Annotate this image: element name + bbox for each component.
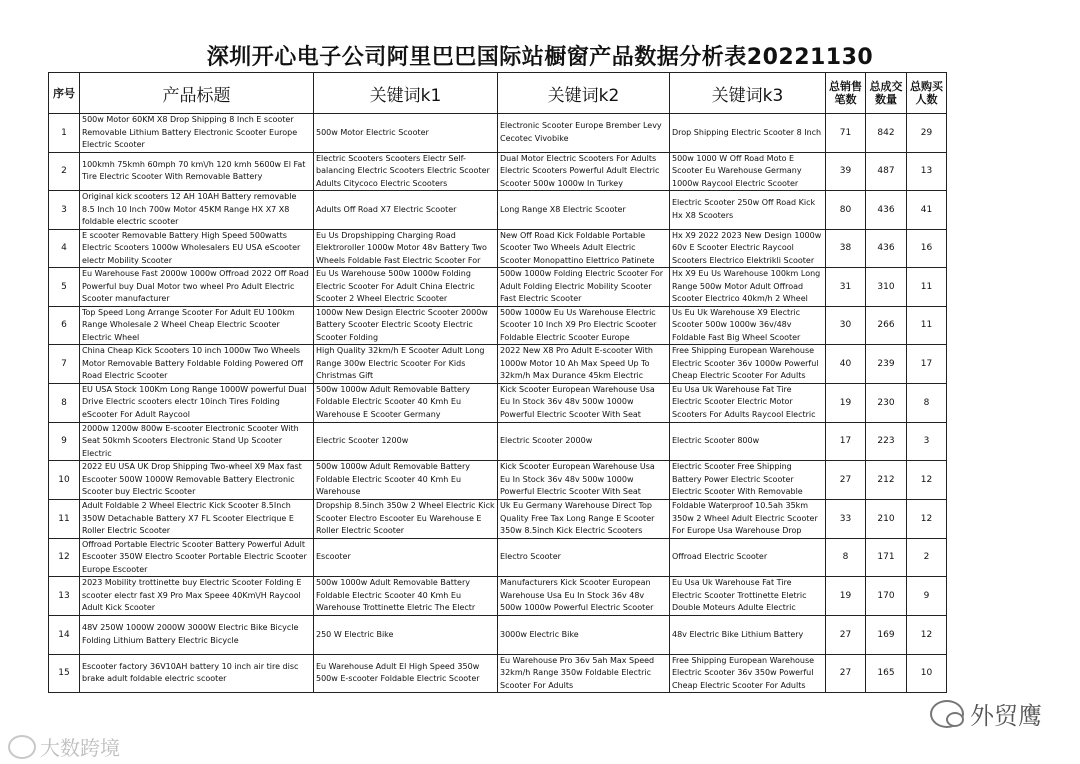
row-product-title-text: E scooter Removable Battery High Speed 500watts Electric Scooters 1000w Wholesalers EU USA eScooter electr Mobility Scooter	[82, 230, 301, 265]
table-row	[49, 229, 947, 268]
table-row	[49, 114, 947, 153]
data-table	[48, 72, 947, 693]
row-product-title	[80, 345, 314, 384]
row-total-volume: 239	[866, 345, 907, 384]
table-row	[49, 654, 947, 693]
row-seq: 6	[49, 306, 80, 345]
row-keyword-k3-text: Electric Scooter 250w Off Road Kick Hx X8 Scooters	[672, 198, 816, 220]
row-product-title	[80, 114, 314, 153]
row-keyword-k1-text: Dropship 8.5inch 350w 2 Wheel Electric Kick Scooter Electro Escooter Eu Warehouse E Roller Electric Scooter	[316, 501, 495, 535]
row-total-buyers: 29	[907, 114, 947, 153]
row-keyword-k3-text: Us Eu Uk Warehouse X9 Electric Scooter 500w 1000w 36v/48v Foldable Fast Big Wheel Scooter	[672, 307, 801, 342]
row-keyword-k2	[498, 616, 670, 655]
row-total-buyers: 13	[907, 152, 947, 191]
row-keyword-k1-text: Electric Scooters Scooters Electr Self-balancing Electric Scooters Electric Scooter Adults Citycoco Electric Scooters	[316, 153, 490, 188]
row-keyword-k2-text: 500w 1000w Eu Us Warehouse Electric Scooter 10 Inch X9 Pro Electric Scooter Foldable Electric Scooter Europe	[500, 307, 657, 342]
row-total-sales: 27	[826, 616, 866, 655]
row-keyword-k1-text: Adults Off Road X7 Electric Scooter	[316, 204, 457, 214]
row-keyword-k3-text: Electric Scooter 800w	[672, 436, 760, 445]
row-total-volume: 212	[866, 461, 907, 500]
row-keyword-k1-text: Electric Scooter 1200w	[316, 436, 409, 445]
row-total-sales: 19	[826, 383, 866, 422]
row-keyword-k2	[498, 152, 670, 191]
row-keyword-k2-text: New Off Road Kick Foldable Portable Scooter Two Wheels Adult Electric Scooter Monopattino Elettrico Patinete	[500, 230, 655, 265]
row-keyword-k3	[670, 538, 826, 577]
row-keyword-k2	[498, 577, 670, 616]
row-keyword-k2	[498, 654, 670, 693]
row-total-volume: 842	[866, 114, 907, 153]
row-product-title-text: Top Speed Long Arrange Scooter For Adult EU 100km Range Wholesale 2 Wheel Cheap Electric Scooter Electric Wheel	[82, 307, 295, 342]
row-seq: 12	[49, 538, 80, 577]
row-keyword-k1-text: High Quality 32km/h E Scooter Adult Long Range 300w Electric Scooter For Kids Christmas Gift	[316, 346, 485, 380]
row-keyword-k1	[314, 422, 498, 461]
row-product-title-text: Offroad Portable Electric Scooter Battery Powerful Adult Escooter 350W Electro Scooter Portable Electric Scooter Europe Escooter	[82, 539, 307, 574]
row-total-sales: 33	[826, 500, 866, 539]
row-keyword-k3-text: Electric Scooter Free Shipping Battery Power Electric Scooter Electric Scooter With Removable	[672, 462, 803, 496]
row-total-buyers: 9	[907, 577, 947, 616]
row-keyword-k3-text: Foldable Waterproof 10.5ah 35km 350w 2 Wheel Adult Electric Scooter For Europe Usa Warehouse Drop	[672, 501, 818, 535]
row-keyword-k3-text: Free Shipping European Warehouse Electric Scooter 36v 350w Powerful Cheap Electric Scooter For Adults	[672, 655, 815, 690]
row-seq: 8	[49, 383, 80, 422]
row-keyword-k2-text: Manufacturers Kick Scooter European Warehouse Usa Eu In Stock 36v 48v 500w 1000w Powerful Electric Scooter	[500, 578, 654, 612]
row-product-title-text: 2000w 1200w 800w E-scooter Electronic Scooter With Seat 50kmh Scooters Electronic Stand Up Scooter Electric	[82, 423, 299, 458]
row-product-title-text: Adult Foldable 2 Wheel Electric Kick Scooter 8.5Inch 350W Detachable Battery X7 FL Scooter Electrique E Roller Electric Scooter	[82, 501, 294, 535]
row-product-title-text: 48V 250W 1000W 2000W 3000W Electric Bike Bicycle Folding Lithium Battery Electric Bicycle	[82, 623, 299, 645]
brand-logo-icon	[8, 735, 36, 759]
row-product-title-text: 2022 EU USA UK Drop Shipping Two-wheel X9 Max fast Escooter 500W 1000W Removable Battery Electronic Scooter buy Electric Scooter	[82, 462, 302, 497]
row-keyword-k1-text: 500w 1000w Adult Removable Battery Foldable Electric Scooter 40 Kmh Eu Warehouse	[316, 462, 471, 497]
row-total-sales: 19	[826, 577, 866, 616]
row-product-title	[80, 538, 314, 577]
row-keyword-k2	[498, 538, 670, 577]
row-total-buyers: 41	[907, 191, 947, 230]
row-keyword-k2	[498, 191, 670, 230]
row-keyword-k3-text: Eu Usa Uk Warehouse Fat Tire Electric Scooter Electric Motor Scooters For Adults Raycool Electric	[672, 384, 816, 419]
table-row	[49, 422, 947, 461]
row-keyword-k1-text: Escooter	[316, 552, 351, 561]
row-seq: 7	[49, 345, 80, 384]
row-keyword-k3	[670, 422, 826, 461]
row-keyword-k3	[670, 191, 826, 230]
table-row	[49, 577, 947, 616]
row-product-title	[80, 654, 314, 693]
row-total-volume: 266	[866, 306, 907, 345]
row-seq: 11	[49, 500, 80, 539]
row-product-title-text: EU USA Stock 100Km Long Range 1000W powerful Dual Drive Electric scooters electr 10inch Tires Folding eScooter For Adult Raycool	[82, 384, 307, 419]
row-total-volume: 310	[866, 268, 907, 307]
row-keyword-k2-text: Eu Warehouse Pro 36v 5ah Max Speed 32km/h Range 350w Foldable Electric Scooter For Adults	[500, 655, 655, 690]
row-keyword-k1-text: 1000w New Design Electric Scooter 2000w Battery Scooter Electric Scooty Electric Scooter Folding	[316, 307, 488, 342]
row-keyword-k3	[670, 345, 826, 384]
table-row	[49, 306, 947, 345]
row-seq: 3	[49, 191, 80, 230]
row-product-title	[80, 616, 314, 655]
row-product-title-text: 100kmh 75kmh 60mph 70 km\/h 120 kmh 5600w El Fat Tire Electric Scooter With Removable Battery	[82, 159, 306, 182]
wechat-icon	[930, 700, 964, 728]
row-keyword-k3	[670, 152, 826, 191]
row-keyword-k2-text: Long Range X8 Electric Scooter	[500, 204, 626, 214]
row-keyword-k2-text: 2022 New X8 Pro Adult E-scooter With 1000w Motor 10 Ah Max Speed Up To 32km/h Max Durance 45km Electric	[500, 346, 653, 380]
row-keyword-k2-text: Electro Scooter	[500, 552, 561, 561]
row-total-sales: 30	[826, 306, 866, 345]
table-row	[49, 616, 947, 655]
row-keyword-k1	[314, 268, 498, 307]
header-volume	[866, 73, 907, 114]
header-buyers	[907, 73, 947, 114]
row-total-buyers: 3	[907, 422, 947, 461]
watermark-left	[8, 732, 120, 761]
row-keyword-k1	[314, 654, 498, 693]
row-total-buyers: 2	[907, 538, 947, 577]
row-keyword-k3-text: Eu Usa Uk Warehouse Fat Tire Electric Scooter Trottinette Eletric Double Moteurs Adulte Electric	[672, 578, 807, 612]
row-seq: 15	[49, 654, 80, 693]
row-keyword-k1	[314, 152, 498, 191]
row-keyword-k1	[314, 345, 498, 384]
row-total-buyers: 8	[907, 383, 947, 422]
row-product-title-text: Original kick scooters 12 AH 10AH Battery removable 8.5 Inch 10 Inch 700w Motor 45KM Range HX X7 X8 foldable electric scooter	[82, 192, 297, 226]
row-keyword-k3-text: Hx X9 2022 2023 New Design 1000w 60v E Scooter Electric Raycool Scooters Electrico Elektrikli Scooter	[672, 230, 822, 265]
row-total-sales: 31	[826, 268, 866, 307]
row-total-sales: 38	[826, 229, 866, 268]
row-keyword-k1-text: 500w Motor Electric Scooter	[316, 127, 429, 137]
row-product-title	[80, 461, 314, 500]
row-keyword-k3	[670, 383, 826, 422]
page-title: 深圳开心电子公司阿里巴巴国际站橱窗产品数据分析表20221130	[206, 45, 874, 70]
row-total-volume: 436	[866, 229, 907, 268]
row-seq: 9	[49, 422, 80, 461]
row-product-title	[80, 268, 314, 307]
row-total-buyers: 12	[907, 616, 947, 655]
row-product-title-text: Escooter factory 36V10AH battery 10 inch air tire disc brake adult foldable electric scooter	[82, 661, 299, 684]
row-keyword-k1	[314, 538, 498, 577]
row-product-title-text: 2023 Mobility trottinette buy Electric Scooter Folding E scooter electr fast X9 Pro Max Speee 40Km\/H Raycool Adult Kick Scooter	[82, 578, 302, 613]
row-total-sales: 17	[826, 422, 866, 461]
row-total-buyers: 10	[907, 654, 947, 693]
header-buyers-text: 总购买 人数	[910, 80, 943, 106]
row-keyword-k2	[498, 306, 670, 345]
row-keyword-k1-text: 500w 1000w Adult Removable Battery Foldable Electric Scooter 40 Kmh Eu Warehouse Trottinette Eletric The Electr	[316, 578, 476, 613]
table-row	[49, 383, 947, 422]
row-keyword-k1	[314, 500, 498, 539]
row-seq: 4	[49, 229, 80, 268]
row-total-sales: 27	[826, 654, 866, 693]
row-keyword-k2	[498, 461, 670, 500]
row-total-volume: 223	[866, 422, 907, 461]
row-keyword-k2-text: 500w 1000w Folding Electric Scooter For Adult Folding Electric Mobility Scooter Fast Electric Scooter	[500, 269, 664, 303]
row-seq: 1	[49, 114, 80, 153]
row-total-sales: 27	[826, 461, 866, 500]
row-keyword-k2	[498, 500, 670, 539]
row-keyword-k3-text: Offroad Electric Scooter	[672, 552, 768, 561]
row-total-sales: 80	[826, 191, 866, 230]
row-keyword-k1	[314, 616, 498, 655]
row-total-sales: 40	[826, 345, 866, 384]
row-keyword-k1	[314, 383, 498, 422]
header-product-title: 产品标题	[80, 73, 314, 114]
row-product-title	[80, 577, 314, 616]
row-keyword-k1	[314, 114, 498, 153]
row-keyword-k1-text: Eu Warehouse Adult El High Speed 350w 500w E-scooter Foldable Electric Scooter	[316, 661, 480, 684]
table-row	[49, 461, 947, 500]
row-product-title-text: 500w Motor 60KM X8 Drop Shipping 8 Inch E scooter Removable Lithium Battery Electronic Scooter Europe Electric Scooter	[82, 115, 298, 149]
row-total-volume: 170	[866, 577, 907, 616]
row-product-title	[80, 191, 314, 230]
table-row	[49, 345, 947, 384]
row-total-buyers: 12	[907, 461, 947, 500]
row-keyword-k2	[498, 383, 670, 422]
row-keyword-k2-text: Electric Scooter 2000w	[500, 436, 593, 445]
row-total-sales: 71	[826, 114, 866, 153]
row-keyword-k3	[670, 114, 826, 153]
row-keyword-k2	[498, 229, 670, 268]
row-keyword-k1	[314, 191, 498, 230]
row-keyword-k3	[670, 654, 826, 693]
row-product-title	[80, 152, 314, 191]
row-keyword-k2-text: Kick Scooter European Warehouse Usa Eu In Stock 36v 48v 500w 1000w Powerful Electric Scooter With Seat	[500, 384, 655, 419]
row-keyword-k1	[314, 577, 498, 616]
table-row	[49, 268, 947, 307]
row-total-volume: 230	[866, 383, 907, 422]
row-total-volume: 171	[866, 538, 907, 577]
row-total-buyers: 11	[907, 306, 947, 345]
row-keyword-k1-text: Eu Us Warehouse 500w 1000w Folding Electric Scooter For Adult China Electric Scooter 2 Wheel Electric Scooter	[316, 269, 475, 303]
row-keyword-k2	[498, 422, 670, 461]
table-body	[49, 114, 947, 693]
row-keyword-k2-text: Uk Eu Germany Warehouse Direct Top Quality Free Tax Long Range E Scooter 350w 8.5inch Kick Electric Scooters	[500, 501, 655, 535]
row-product-title	[80, 306, 314, 345]
row-keyword-k3-text: Drop Shipping Electric Scooter 8 Inch	[672, 127, 822, 137]
row-product-title	[80, 500, 314, 539]
row-total-sales: 8	[826, 538, 866, 577]
row-keyword-k1	[314, 229, 498, 268]
header-seq: 序号	[49, 73, 80, 114]
row-keyword-k3	[670, 306, 826, 345]
row-keyword-k3-text: Free Shipping European Warehouse Electric Scooter 36v 1000w Powerful Cheap Electric Scooter For Adults	[672, 346, 819, 380]
row-keyword-k2	[498, 345, 670, 384]
table-row	[49, 500, 947, 539]
row-total-buyers: 17	[907, 345, 947, 384]
row-keyword-k1-text: 500w 1000w Adult Removable Battery Foldable Electric Scooter 40 Kmh Eu Warehouse E Scooter Germany	[316, 384, 471, 419]
header-k3: 关键词k3	[670, 73, 826, 114]
table-row	[49, 191, 947, 230]
table-row	[49, 538, 947, 577]
row-total-volume: 436	[866, 191, 907, 230]
row-keyword-k2-text: Electronic Scooter Europe Brember Levy Cecotec Vivobike	[500, 121, 662, 143]
row-product-title	[80, 229, 314, 268]
row-keyword-k3	[670, 461, 826, 500]
row-keyword-k1-text: Eu Us Dropshipping Charging Road Elektroroller 1000w Motor 48v Battery Two Wheels Foldable Fast Electric Scooter For	[316, 230, 487, 265]
row-keyword-k3	[670, 616, 826, 655]
row-keyword-k1	[314, 306, 498, 345]
watermark-left-text: 大数跨境	[40, 736, 120, 760]
row-product-title-text: China Cheap Kick Scooters 10 inch 1000w Two Wheels Motor Removable Battery Foldable Folding Powered Off Road Electric Scooter	[82, 346, 303, 380]
row-total-buyers: 12	[907, 500, 947, 539]
row-keyword-k3	[670, 268, 826, 307]
row-seq: 5	[49, 268, 80, 307]
watermark-right	[930, 696, 1042, 731]
watermark-right-text: 外贸鹰	[970, 702, 1042, 730]
row-total-volume: 165	[866, 654, 907, 693]
header-k2: 关键词k2	[498, 73, 670, 114]
row-total-buyers: 16	[907, 229, 947, 268]
row-product-title-text: Eu Warehouse Fast 2000w 1000w Offroad 2022 Off Road Powerful buy Dual Motor two wheel Pro Adult Electric Scooter manufacturer	[82, 269, 309, 303]
row-keyword-k2-text: Kick Scooter European Warehouse Usa Eu In Stock 36v 48v 500w 1000w Powerful Electric Scooter With Seat	[500, 462, 655, 496]
row-keyword-k3-text: Hx X9 Eu Us Warehouse 100km Long Range 500w Motor Adult Offroad Scooter Electrico 40km/h 2 Wheel	[672, 269, 821, 303]
row-keyword-k3-text: 500w 1000 W Off Road Moto E Scooter Eu Warehouse Germany 1000w Raycool Electric Scooter	[672, 153, 802, 188]
row-keyword-k1-text: 250 W Electric Bike	[316, 629, 394, 639]
row-keyword-k2-text: Dual Motor Electric Scooters For Adults Electric Scooters Powerful Adult Electric Scooter 500w 1000w In Turkey	[500, 153, 660, 188]
row-product-title	[80, 383, 314, 422]
header-row	[49, 73, 947, 114]
row-keyword-k2-text: 3000w Electric Bike	[500, 629, 579, 639]
header-sales	[826, 73, 866, 114]
row-total-volume: 169	[866, 616, 907, 655]
header-volume-text: 总成交 数量	[869, 80, 903, 106]
header-sales-text: 总销售 笔数	[829, 80, 862, 106]
row-keyword-k3-text: 48v Electric Bike Lithium Battery	[672, 629, 804, 639]
row-total-volume: 487	[866, 152, 907, 191]
row-seq: 13	[49, 577, 80, 616]
row-keyword-k3	[670, 577, 826, 616]
header-k1: 关键词k1	[314, 73, 498, 114]
row-keyword-k2	[498, 114, 670, 153]
row-keyword-k3	[670, 229, 826, 268]
table-row	[49, 152, 947, 191]
row-keyword-k2	[498, 268, 670, 307]
row-total-buyers: 11	[907, 268, 947, 307]
row-seq: 10	[49, 461, 80, 500]
row-total-volume: 210	[866, 500, 907, 539]
row-product-title	[80, 422, 314, 461]
row-keyword-k1	[314, 461, 498, 500]
row-seq: 2	[49, 152, 80, 191]
row-seq: 14	[49, 616, 80, 655]
row-keyword-k3	[670, 500, 826, 539]
row-total-sales: 39	[826, 152, 866, 191]
